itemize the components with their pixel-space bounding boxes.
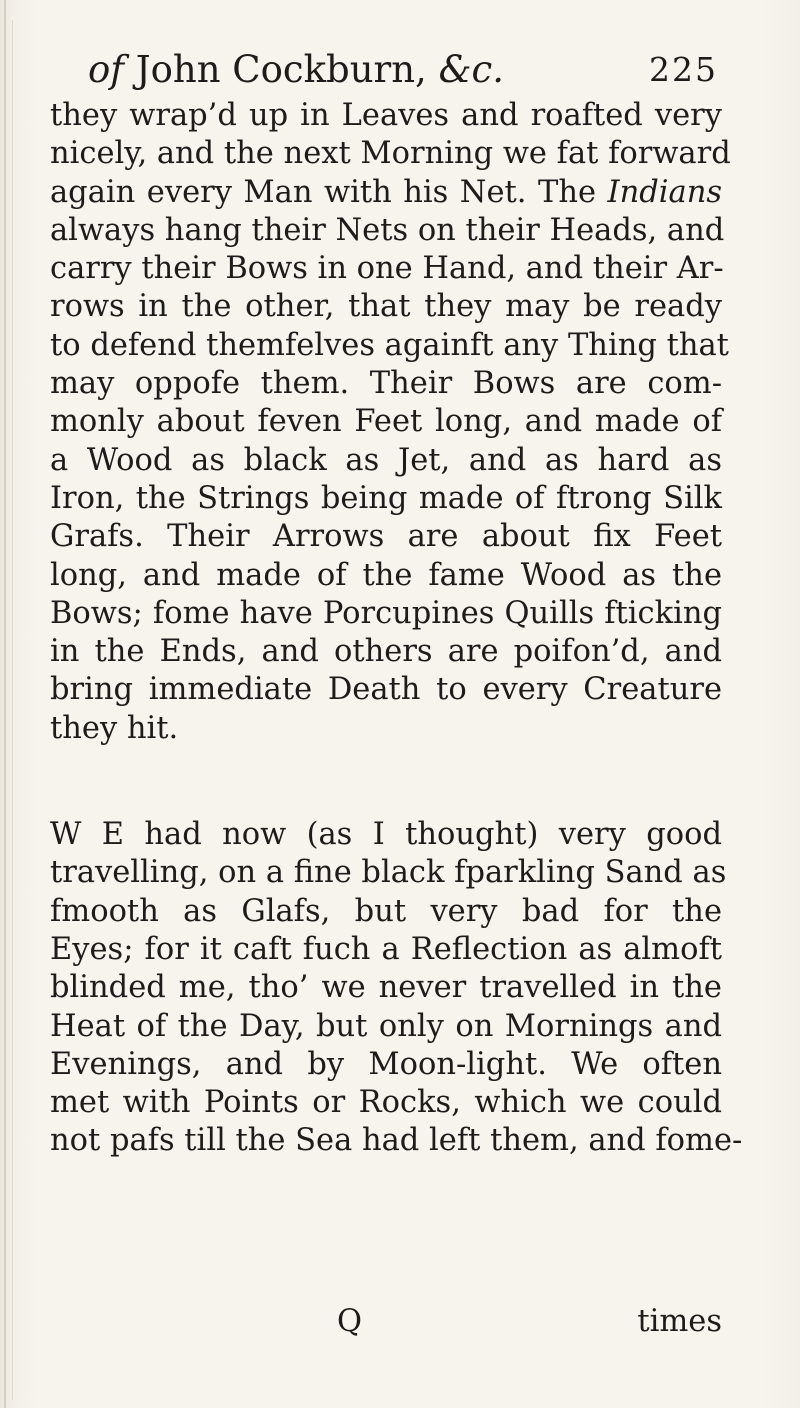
page-footer (50, 1302, 722, 1342)
paragraph-2 (50, 816, 743, 1161)
text-line: fmooth as Glafs, but very bad for the (50, 893, 722, 929)
text-line: Heat of the Day, but only on Mornings and (50, 1008, 722, 1044)
text-line: Grafs. Their Arrows are about fix Feet (50, 519, 722, 555)
text-line: they wrap’d up in Leaves and roafted very (50, 98, 722, 133)
text-line: Eyes; for it caft fuch a Reflection as almoft (50, 931, 722, 967)
text-line: travelling, on a fine black fparkling Sand as (50, 855, 727, 891)
running-title-of: of (88, 48, 124, 91)
text-line: carry their Bows in one Hand, and their Ar- (50, 251, 724, 287)
body-text (50, 97, 743, 1161)
paragraph-gap (50, 748, 722, 816)
signature-mark: Q (337, 1304, 363, 1339)
text-line: met with Points or Rocks, which we could (50, 1085, 722, 1121)
text-line: W E had now (as I thought) very good (50, 817, 722, 853)
running-title-etc: &c. (438, 48, 504, 91)
text-line: in the Ends, and others are poifon’d, and (50, 634, 722, 670)
italic-word-indians: Indians (607, 174, 722, 210)
page-gutter-shadow (12, 20, 13, 1400)
running-head (88, 40, 718, 100)
text-line: blinded me, tho’ we never travelled in the (50, 970, 722, 1006)
text-line: rows in the other, that they may be ready (50, 289, 722, 325)
text-line: to defend themfelves againft any Thing that (50, 327, 729, 363)
paragraph-1 (50, 97, 731, 748)
text-line-segment: again every Man with his Net. The (50, 174, 597, 210)
text-line: Evenings, and by Moon-light. We often (50, 1046, 722, 1082)
page-number: 225 (649, 50, 718, 89)
text-line (50, 174, 722, 212)
text-line: bring immediate Death to every Creature (50, 672, 722, 708)
text-line: a Wood as black as Jet, and as hard as (50, 442, 722, 478)
text-line: they hit. (50, 710, 179, 746)
catchword: times (637, 1304, 722, 1339)
running-title (88, 40, 504, 100)
running-title-name: John Cockburn, (135, 48, 427, 91)
text-line: long, and made of the fame Wood as the (50, 557, 722, 593)
text-line: nicely, and the next Morning we fat forward (50, 136, 731, 172)
page-gutter-edge (4, 0, 6, 1408)
text-line: always hang their Nets on their Heads, and (50, 212, 725, 248)
text-line: Iron, the Strings being made of ftrong Silk (50, 480, 722, 516)
text-line: monly about feven Feet long, and made of (50, 404, 722, 440)
text-line: not pafs till the Sea had left them, and fome- (50, 1123, 743, 1159)
text-line: may oppofe them. Their Bows are com- (50, 366, 722, 402)
text-line: Bows; fome have Porcupines Quills fticking (50, 595, 722, 631)
